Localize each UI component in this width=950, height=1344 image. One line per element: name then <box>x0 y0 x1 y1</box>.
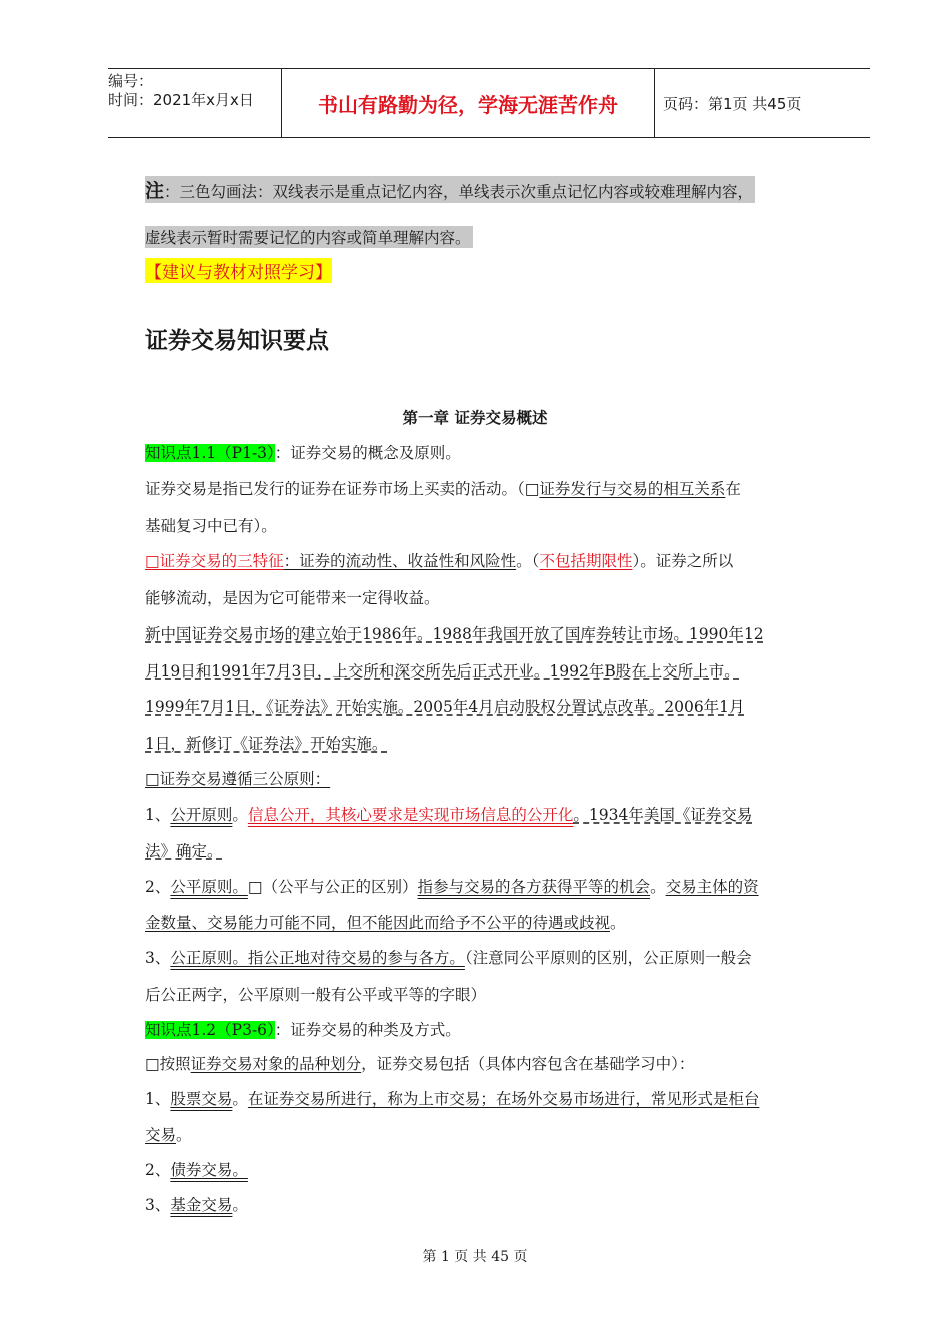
note-line-1 <box>145 176 755 203</box>
p6-line2-end: 。 <box>610 914 626 932</box>
principle-fair <box>145 875 825 897</box>
p9-line2: 交易 <box>145 1126 177 1144</box>
p6-text-d: 指参与交易的各方获得平等的机会 <box>417 878 651 896</box>
paragraph-features <box>145 549 825 571</box>
p9-text-b: 股票交易 <box>170 1090 233 1108</box>
paragraph-definition <box>145 477 825 499</box>
stock-trading-line2 <box>145 1123 825 1145</box>
p1-text-a: 证券交易是指已发行的证券在证券市场上买卖的活动。（□ <box>145 480 540 498</box>
time-label: 时间：2021年x月x日 <box>108 91 254 109</box>
p6-text-b: 公平原则。 <box>170 878 248 896</box>
paragraph-definition-line2: 基础复习中已有）。 <box>145 517 277 535</box>
p11-text-c: 。 <box>232 1196 248 1214</box>
p5-text-b: 公开原则 <box>170 806 233 824</box>
header-motto: 书山有路勤为径，学海无涯苦作舟 <box>282 69 655 137</box>
p9-line2-end: 。 <box>176 1126 192 1144</box>
p5-text-a: 1、 <box>145 806 171 824</box>
principle-fair-line2 <box>145 911 825 933</box>
p5-text-d: 信息公开，其核心要求是实现市场信息的公开化 <box>247 806 574 824</box>
note-line-2: 虚线表示暂时需要记忆的内容或简单理解内容。 <box>145 226 473 248</box>
advice-banner: 【建议与教材对照学习】 <box>145 258 332 283</box>
code-label: 编号： <box>108 72 154 90</box>
kp1-tag: 知识点1.1（P1-3） <box>145 444 275 462</box>
p8-text-c: ，证券交易包括（具体内容包含在基础学习中）： <box>361 1055 695 1073</box>
p7-text-b: 公正原则。指公正地对待交易的参与各方。 <box>170 949 465 967</box>
p6-text-e: 。 <box>650 878 666 896</box>
stock-trading-item <box>145 1087 825 1109</box>
p2-text-b: ：证券的流动性、收益性和风险性 <box>283 552 517 570</box>
history-line-1: 新中国证券交易市场的建立始于1986年。1988年我国开放了国库券转让市场。1990年12 <box>145 625 764 643</box>
p2-text-a: □证券交易的三特征 <box>145 552 284 570</box>
history-line-3: 1999年7月1日，《证券法》开始实施。2005年4月启动股权分置试点改革。2006年1月 <box>145 698 745 716</box>
bond-trading-item <box>145 1158 825 1180</box>
p9-text-d: 在证券交易所进行，称为上市交易；在场外交易市场进行，常见形式是柜台 <box>247 1090 760 1108</box>
header-page-info: 页码：第1页 共45页 <box>663 94 802 113</box>
fund-trading-item <box>145 1193 825 1215</box>
note-text-1: ：三色勾画法：双线表示是重点记忆内容，单线表示次重点记忆内容或较难理解内容， <box>164 183 754 201</box>
principle-open <box>145 803 825 825</box>
p10-text-a: 2、 <box>145 1161 171 1179</box>
p8-text-a: □按照 <box>145 1055 191 1073</box>
principle-just <box>145 946 825 968</box>
page-footer: 第 1 页 共 45 页 <box>422 1249 528 1265</box>
p2-text-c: 。（ <box>516 552 540 570</box>
p5-text-c: 。 <box>232 806 248 824</box>
principle-open-line2 <box>145 839 825 861</box>
kp2-text: ：证券交易的种类及方式。 <box>274 1021 461 1039</box>
chapter-heading: 第一章 证券交易概述 <box>402 408 548 427</box>
kp2-tag: 知识点1.2（P3-6） <box>145 1021 275 1039</box>
p11-text-b: 基金交易 <box>170 1196 233 1214</box>
p2-text-d: 不包括期限性 <box>539 552 633 570</box>
page-title: 证券交易知识要点 <box>145 328 329 354</box>
p6-text-c: □（公平与公正的区别） <box>247 878 418 896</box>
p2-text-e: ）。证券之所以 <box>632 552 734 570</box>
note-lead: 注 <box>145 180 165 202</box>
principles-heading: □证券交易遵循三公原则： <box>145 770 331 788</box>
header-info-cell <box>108 69 282 137</box>
p10-text-b: 债券交易。 <box>170 1161 248 1179</box>
knowledge-point-1 <box>145 441 825 463</box>
p6-text-f: 交易主体的资 <box>665 878 759 896</box>
page-header <box>108 68 870 138</box>
paragraph-features-line2: 能够流动，是因为它可能带来一定得收益。 <box>145 589 440 607</box>
p8-text-b: 证券交易对象的品种划分 <box>190 1055 362 1073</box>
p6-line2: 金数量、交易能力可能不同，但不能因此而给予不公平的待遇或歧视 <box>145 914 611 932</box>
p1-text-b: 证券发行与交易的相互关系 <box>539 480 726 498</box>
p11-text-a: 3、 <box>145 1196 171 1214</box>
p7-text-a: 3、 <box>145 949 171 967</box>
knowledge-point-2 <box>145 1018 825 1040</box>
p6-text-a: 2、 <box>145 878 171 896</box>
history-line-4: 1日，新修订《证券法》开始实施。 <box>145 735 388 753</box>
principle-just-line2: 后公正两字，公平原则一般有公平或平等的字眼） <box>145 986 487 1004</box>
p5-line2: 法》确定。 <box>145 842 223 860</box>
p5-text-e: 。1934年美国《证券交易 <box>573 806 753 824</box>
p1-text-c: 在 <box>725 480 741 498</box>
p7-text-c: （注意同公平原则的区别，公正原则一般会 <box>464 949 752 967</box>
classification-heading <box>145 1052 825 1074</box>
history-line-2: 月19日和1991年7月3日，上交所和深交所先后正式开业。1992年B股在上交所上市。 <box>145 662 740 680</box>
p9-text-a: 1、 <box>145 1090 171 1108</box>
kp1-text: ：证券交易的概念及原则。 <box>274 444 461 462</box>
p9-text-c: 。 <box>232 1090 248 1108</box>
